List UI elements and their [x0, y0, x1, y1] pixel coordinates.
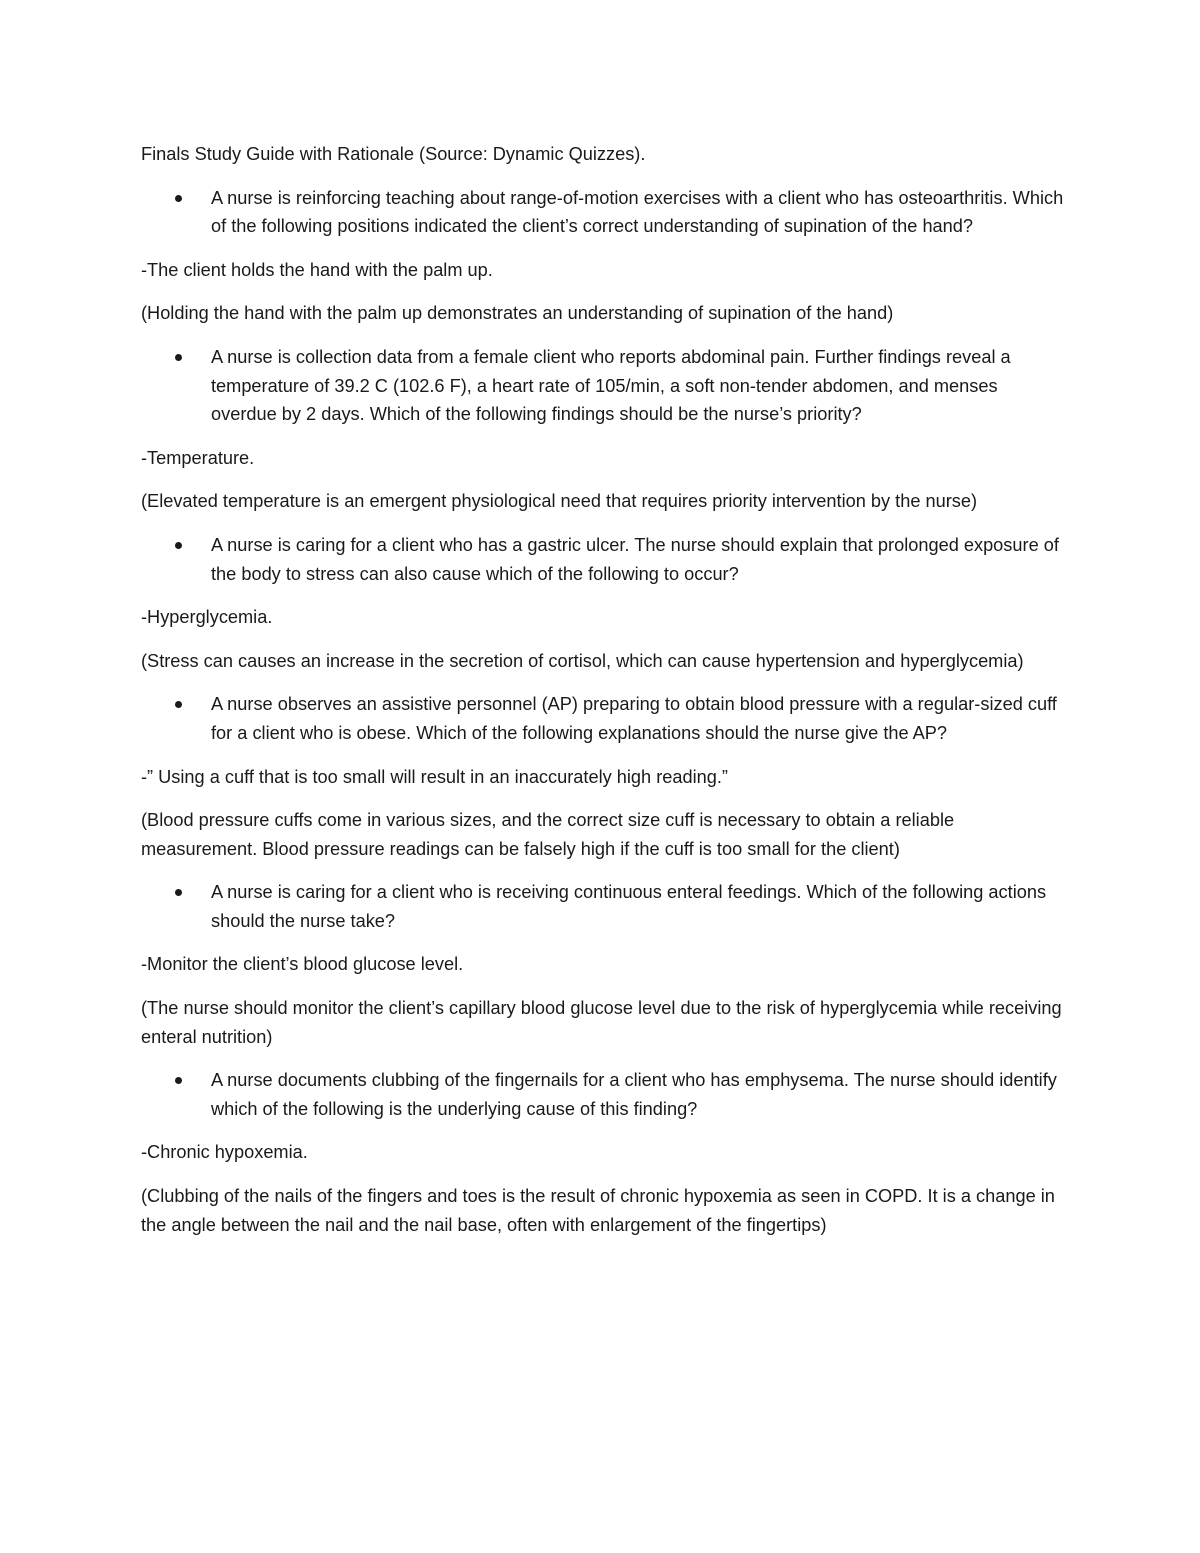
- question: [141, 690, 1066, 747]
- bullet-icon: [175, 701, 182, 708]
- bullet-icon: [175, 1077, 182, 1084]
- question-text: A nurse is reinforcing teaching about range-of-motion exercises with a client who has osteoarthritis. Which of the following positions indicated the client’s correct understanding of supination of the hand?: [211, 187, 1064, 237]
- bullet-icon: [175, 889, 182, 896]
- study-item: [141, 690, 1066, 863]
- rationale: (Elevated temperature is an emergent physiological need that requires priority intervention by the nurse): [141, 491, 978, 512]
- bullet-icon: [175, 195, 182, 202]
- answer: -” Using a cuff that is too small will result in an inaccurately high reading.”: [141, 766, 728, 787]
- question: [141, 343, 1066, 429]
- rationale: (Stress can causes an increase in the secretion of cortisol, which can cause hypertension and hyperglycemia): [141, 650, 1024, 671]
- question-text: A nurse is caring for a client who is receiving continuous enteral feedings. Which of the following actions should the nurse take?: [211, 882, 1047, 931]
- question-text: A nurse observes an assistive personnel (AP) preparing to obtain blood pressure with a regular-sized cuff for a client who is obese. Which of the following explanations should the nurse give the AP?: [211, 694, 1057, 743]
- study-item: [141, 878, 1066, 1051]
- question-text: A nurse is caring for a client who has a gastric ulcer. The nurse should explain that prolonged exposure of the body to stress can also cause which of the following to occur?: [211, 534, 1059, 584]
- question-text: A nurse is collection data from a female client who reports abdominal pain. Further findings reveal a temperature of 39.2 C (102.6 F), a heart rate of 105/min, a soft non-tender abdomen, and menses overdue by 2 days. Which of the following findings should be the nurse’s priority?: [211, 346, 1011, 425]
- study-item: [141, 343, 1066, 516]
- rationale: (Holding the hand with the palm up demonstrates an understanding of supination of the hand): [141, 303, 894, 324]
- bullet-icon: [175, 354, 182, 361]
- question: [141, 1066, 1066, 1123]
- answer: -Monitor the client’s blood glucose level.: [141, 954, 464, 975]
- rationale: (The nurse should monitor the client’s capillary blood glucose level due to the risk of hyperglycemia while receiving enteral nutrition): [141, 998, 1062, 1047]
- question: [141, 184, 1066, 241]
- answer: -The client holds the hand with the palm up.: [141, 259, 493, 280]
- answer: -Temperature.: [141, 447, 255, 468]
- study-item: [141, 531, 1066, 675]
- document-title: Finals Study Guide with Rationale (Source: Dynamic Quizzes).: [141, 144, 646, 164]
- question-text: A nurse documents clubbing of the fingernails for a client who has emphysema. The nurse should identify which of the following is the underlying cause of this finding?: [211, 1070, 1057, 1119]
- answer: -Chronic hypoxemia.: [141, 1142, 308, 1163]
- bullet-icon: [175, 542, 182, 549]
- study-item: [141, 1066, 1066, 1239]
- rationale: (Clubbing of the nails of the fingers and toes is the result of chronic hypoxemia as seen in COPD. It is a change in the angle between the nail and the nail base, often with enlargement of the fingertips): [141, 1186, 1055, 1235]
- answer: -Hyperglycemia.: [141, 607, 273, 628]
- document-body: [141, 140, 1066, 1254]
- question: [141, 531, 1066, 588]
- study-item: [141, 184, 1066, 328]
- question: [141, 878, 1066, 935]
- rationale: (Blood pressure cuffs come in various sizes, and the correct size cuff is necessary to obtain a reliable measurement. Blood pressure readings can be falsely high if the cuff is too small for the client): [141, 810, 955, 859]
